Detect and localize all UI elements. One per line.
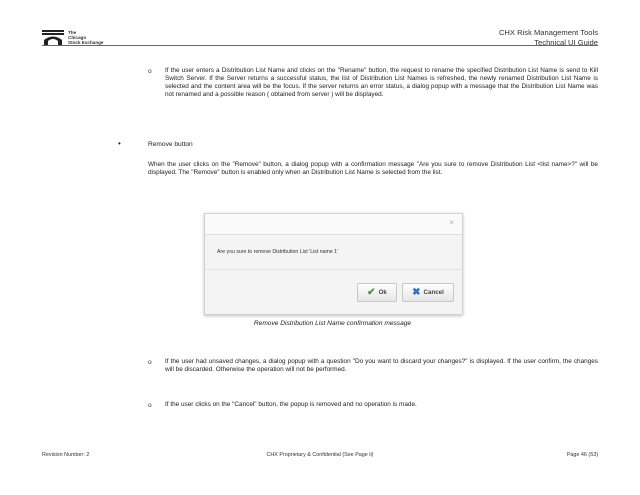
cancel-item-bullet: o [148, 402, 152, 409]
unsaved-changes-bullet: o [148, 359, 152, 366]
cancel-item-text: If the user clicks on the "Cancel" button, the popup is removed and no operation is made. [165, 401, 417, 408]
checkmark-icon: ✔ [367, 286, 376, 298]
remove-confirmation-dialog [204, 213, 463, 315]
rename-item-bullet: o [148, 68, 152, 75]
header-title-line-1: CHX Risk Management Tools [498, 28, 598, 37]
remove-section-bullet: • [118, 139, 121, 148]
chx-logo-icon [42, 30, 64, 45]
unsaved-changes-text: If the user had unsaved changes, a dialog popup with a question "Do you want to discard your changes?" is displayed. If the user confirm, the changes will be discarded. Otherwise the operation will not be performed. [165, 358, 598, 373]
cross-icon: ✖ [412, 286, 421, 298]
close-icon[interactable]: × [449, 218, 454, 227]
remove-section-heading: Remove button [148, 141, 193, 148]
header-divider [42, 45, 598, 46]
logo-line-1: The [68, 30, 77, 35]
rename-item-text: If the user enters a Distribution List Name and clicks on the "Rename" button, the request to rename the specified Distribution List Name is send to Kill Switch Server. If the Server returns a successful status, the list of Distribution List Names is refreshed, the newly renamed Distribution List Name is selected and the content area will be the focus. If the server returns an error status, a dialog popup with a message that the Distribution List Name was not renamed and a possible reason ( obtained from server ) will be displayed. [165, 67, 598, 98]
dialog-title-bar [205, 214, 462, 235]
dialog-divider [205, 269, 462, 270]
logo-text [68, 30, 104, 45]
logo-line-3: Stock Exchange [68, 40, 104, 45]
footer-confidential: CHX Proprietary & Confidential (See Page ii) [266, 452, 374, 458]
footer-revision: Revision Number: 2 [42, 452, 90, 458]
remove-section-text: When the user clicks on the "Remove" button, a dialog popup with a confirmation message "Are you sure to remove Distribution List <list name>?" will be displayed. The "Remove" button is enabled only when an Distribution List Name is selected from the list. [148, 161, 598, 176]
cancel-button-label: Cancel [423, 289, 444, 296]
ok-button-label: Ok [378, 289, 387, 296]
cancel-button[interactable] [402, 283, 454, 302]
ok-button[interactable] [357, 283, 397, 302]
figure-caption: Remove Distribution List Name confirmation message [253, 320, 412, 327]
header-title-line-2: Technical UI Guide [534, 37, 598, 47]
logo-line-2: Chicago [68, 35, 87, 40]
footer-page-number: Page 46 (53) [566, 452, 598, 458]
dialog-message: Are you sure to remove Distribution List 'List name 1' [217, 249, 339, 255]
chx-logo [42, 30, 132, 46]
